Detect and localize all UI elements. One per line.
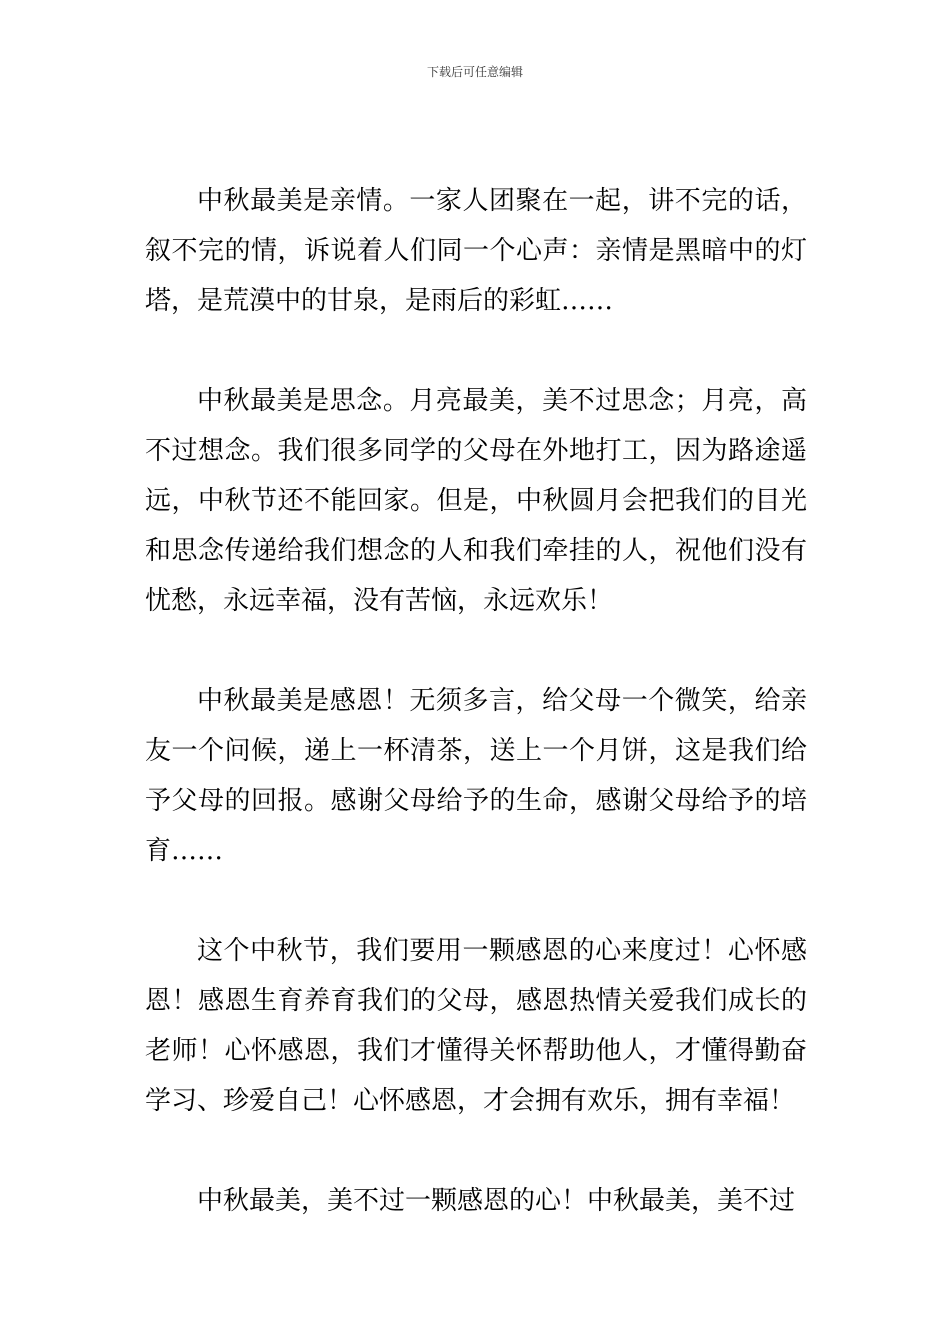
paragraph-closing: 中秋最美，美不过一颗感恩的心！中秋最美，美不过: [197, 1186, 796, 1216]
paragraph-festival: 这个中秋节，我们要用一颗感恩的心来度过！心怀感恩！感恩生育养育我们的父母，感恩热情关爱我们成长的老师！心怀感恩，我们才懂得关怀帮助他人，才懂得勤奋学习、珍爱自己！心怀感恩，才会拥有欢乐，拥有幸福！: [145, 936, 807, 1116]
header-note: 下载后可任意编辑: [426, 65, 523, 79]
paragraph-family: 中秋最美是亲情。一家人团聚在一起，讲不完的话，叙不完的情，诉说着人们同一个心声：亲情是黑暗中的灯塔，是荒漠中的甘泉，是雨后的彩虹……: [145, 186, 807, 316]
document-body: [145, 176, 807, 1276]
paragraph-gratitude: 中秋最美是感恩！无须多言，给父母一个微笑，给亲友一个问候，递上一杯清茶，送上一个月饼，这是我们给予父母的回报。感谢父母给予的生命，感谢父母给予的培育……: [145, 686, 807, 866]
paragraph-longing: 中秋最美是思念。月亮最美，美不过思念；月亮，高不过想念。我们很多同学的父母在外地打工，因为路途遥远，中秋节还不能回家。但是，中秋圆月会把我们的目光和思念传递给我们想念的人和我们牵挂的人，祝他们没有忧愁，永远幸福，没有苦恼，永远欢乐！: [145, 386, 807, 616]
